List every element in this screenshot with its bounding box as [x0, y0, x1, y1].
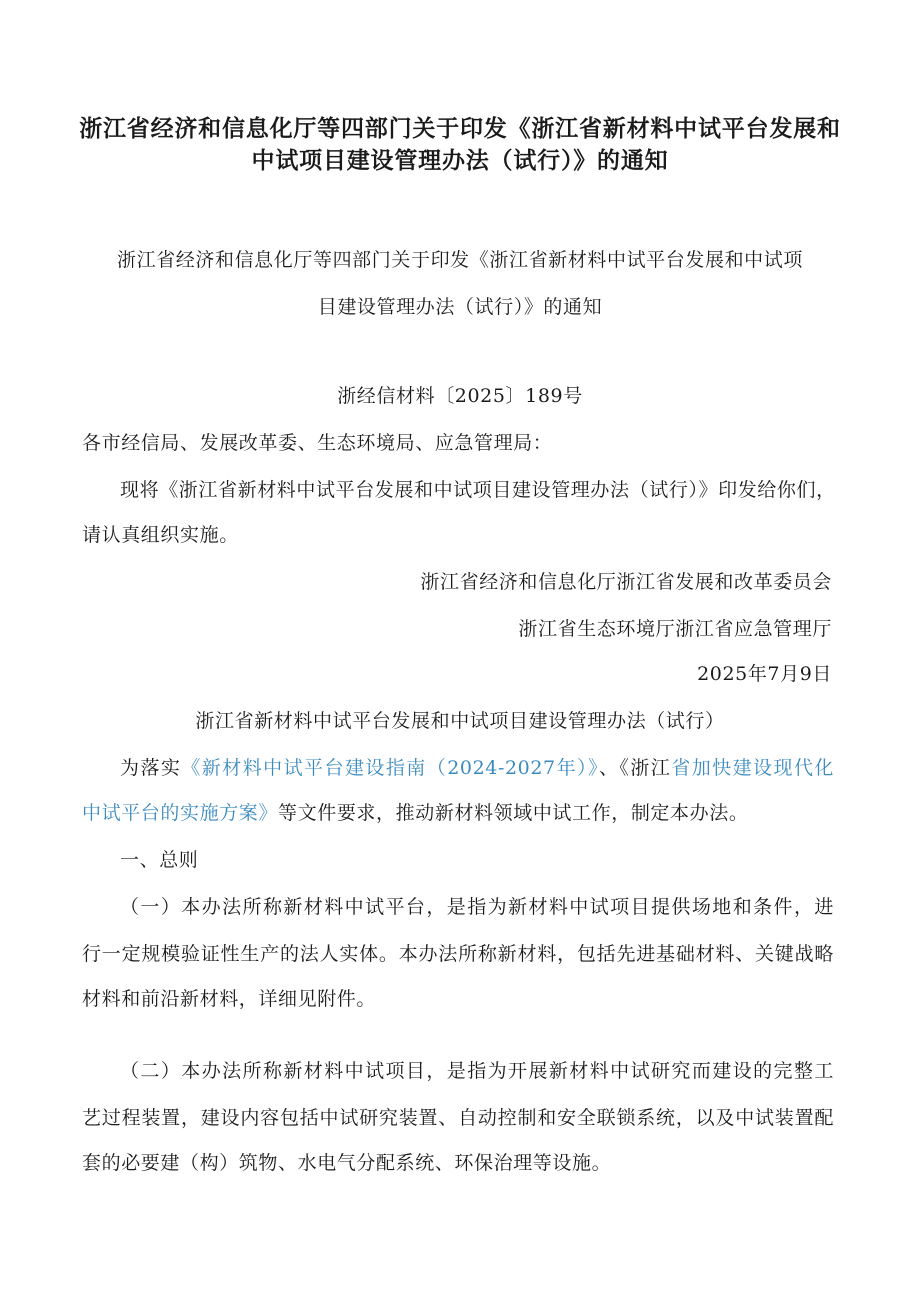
- implementation-plan-link-part-1[interactable]: 省加快建设现代化: [671, 757, 834, 779]
- intro-prefix: 为落实: [120, 757, 182, 779]
- clause-2-line-1: （二）本办法所称新材料中试项目，是指为开展新材料中试研究而建设的完整工: [120, 1060, 834, 1082]
- signatories-line-1: 浙江省经济和信息化厅浙江省发展和改革委员会: [420, 571, 832, 593]
- clause-2-line-2: 艺过程装置，建设内容包括中试研究装置、自动控制和安全联锁系统，以及中试装置配: [82, 1107, 834, 1129]
- clause-1-line-1: （一）本办法所称新材料中试平台，是指为新材料中试项目提供场地和条件，进: [120, 896, 834, 918]
- notice-heading-line-1: 浙江省经济和信息化厅等四部门关于印发《浙江省新材料中试平台发展和中试项: [116, 249, 803, 271]
- intro-line-1: [120, 756, 834, 780]
- measures-title: 浙江省新材料中试平台发展和中试项目建设管理办法（试行）: [195, 710, 725, 732]
- document-title-line-1: 浙江省经济和信息化厅等四部门关于印发《浙江省新材料中试平台发展和: [79, 115, 841, 142]
- clause-1-line-2: 行一定规模验证性生产的法人实体。本办法所称新材料，包括先进基础材料、关键战略: [82, 943, 834, 965]
- notice-body-line-2: 请认真组织实施。: [82, 524, 239, 546]
- addressee: 各市经信局、发展改革委、生态环境局、应急管理局：: [82, 432, 553, 454]
- implementation-plan-link-part-2[interactable]: 中试平台的实施方案》: [82, 802, 279, 824]
- document-number: 浙经信材料〔2025〕189号: [337, 385, 583, 407]
- intro-line-2: [82, 801, 748, 825]
- intro-separator: 、《浙江: [598, 757, 672, 779]
- issue-date: 2025年7月9日: [697, 663, 832, 685]
- signatories-line-2: 浙江省生态环境厅浙江省应急管理厅: [518, 618, 832, 640]
- notice-heading-line-2: 目建设管理办法（试行）》的通知: [317, 296, 603, 318]
- notice-body-line-1: 现将《浙江省新材料中试平台发展和中试项目建设管理办法（试行）》印发给你们，: [120, 479, 836, 501]
- document-title-line-2: 中试项目建设管理办法（试行）》的通知: [251, 147, 669, 174]
- clause-2-line-3: 套的必要建（构）筑物、水电气分配系统、环保治理等设施。: [82, 1152, 612, 1174]
- intro-suffix: 等文件要求，推动新材料领域中试工作，制定本办法。: [278, 802, 749, 824]
- section-1-heading: 一、总则: [120, 849, 199, 871]
- clause-1-line-3: 材料和前沿新材料，详细见附件。: [82, 988, 377, 1010]
- guideline-link[interactable]: 《新材料中试平台建设指南（2024-2027年）》: [181, 757, 599, 779]
